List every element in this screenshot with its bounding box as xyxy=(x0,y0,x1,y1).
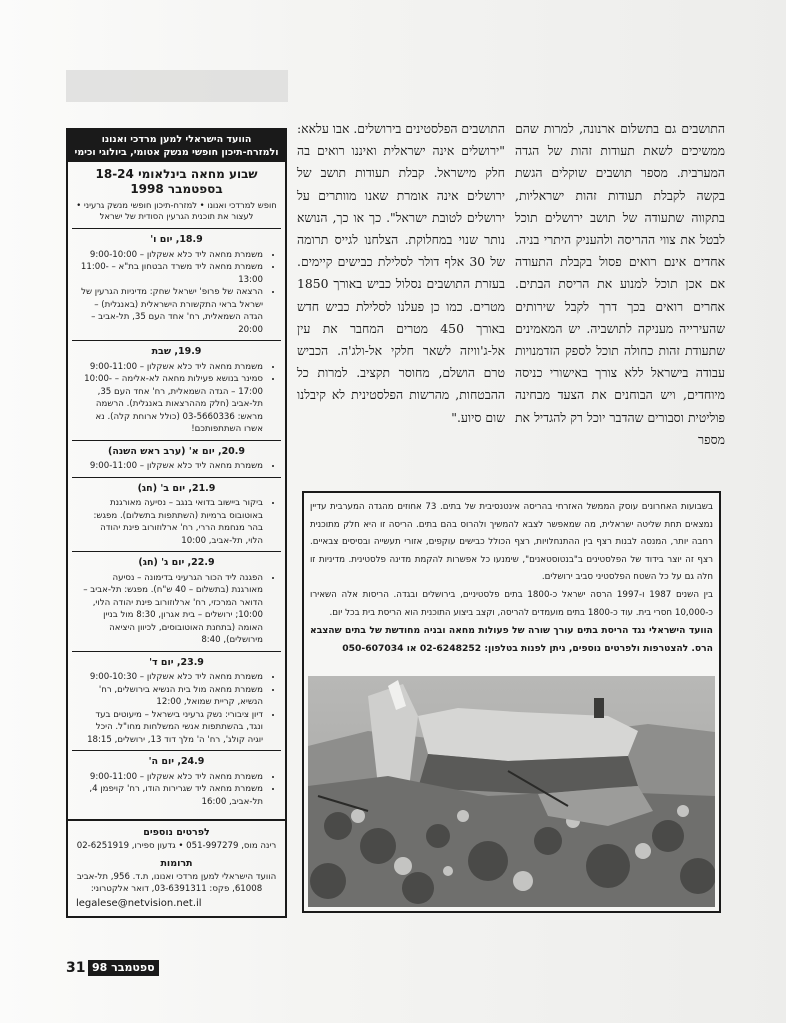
house-demolition-inset xyxy=(302,491,721,913)
schedule-day-items xyxy=(80,497,273,547)
article-column-middle xyxy=(297,118,505,429)
inset-text xyxy=(310,499,713,657)
schedule-item: • משמרת מחאה ליד כלא אשקלון – 9:00-11:00 xyxy=(80,771,263,784)
issue-label: ספטמבר 98 xyxy=(88,960,159,976)
inset-paragraph: בין השנים 1987 ו-1997 הרסה ישראל כ-1800 בתים פלסטיניים, בירושלים ובגדה. הריסות אלה השאירו כ-10,000 חסרי בית. עוד כ-1800 בתים מועמדים להריסה, וקצב ביצוע התוכנית הוא הריסת בית בכל יום. xyxy=(310,589,714,618)
inset-bold-notice: הוועד הישראלי נגד הריסת בתים עורך שורה של פעולות מחאה ובניה מחודשת של בתים שהצבא הרס. להצטרפות ולפרטים נוספים, ניתן לפנות בטלפון: 02-6248252 או 050-607034 xyxy=(310,625,713,654)
protest-week-sidebar xyxy=(66,128,287,918)
contact-email: legalese@netvision.net.il xyxy=(76,897,202,909)
schedule-day-heading: 22.9, יום ג' (חג) xyxy=(138,557,215,568)
schedule-item: • דיון ציבורי: נשק גרעיני בישראל – מיעוטים בעד ונגד, בהשתתפות אנשי המשלחות מחו"ל. היכל יוגיה קולג', רח' ה' מלך דוד 13, ירושלים, 18:15 xyxy=(80,709,263,747)
demolished-house-photo xyxy=(308,676,715,907)
contacts-heading: לפרטים נוספים xyxy=(143,827,210,838)
schedule-day xyxy=(72,440,281,477)
schedule-day-heading: 24.9, יום ה' xyxy=(148,756,205,767)
schedule-day-items xyxy=(80,671,273,746)
schedule-item: • משמרת מחאה ליד כלא אשקלון – 9:00-11:00 xyxy=(80,460,263,473)
schedule-item: • משמרת מחאה ליד כלא אשקלון – 9:00-10:30 xyxy=(80,671,263,684)
donations-heading: תרומות xyxy=(160,858,193,869)
schedule-day-heading: 23.9, יום ד' xyxy=(149,656,204,668)
inset-paragraph: בשבועות האחרונים עוסק הממשל האזרחי בהריסה אינטנסיבית של בתים. 73 אחוזים מהגדה המערבית עדיין נמצאים תחת שליטה ישראלית, מה שמאפשר לצבא להמשיך ולהרוס בהם בתים. הריסה זו היא חלק מתוכנית רחבה יותר, המנסה לבנות רצף בין ההתנחלויות, רצף הכולל כבישים עוקפים, אזורי תעשייה ובסיסים צבאיים. רצף זה יוצר בידוד של הפלסטינים ב"בנטוסטאנים", שימנעו כל אפשרות להקמת מדינה פלסטינית. מדיניות זו חלה גם על כל השטח הפלסטיני סביב ירושלים. xyxy=(310,502,713,583)
schedule-day-items xyxy=(80,771,273,809)
schedule-day-heading: 21.9, יום ב' (חג) xyxy=(137,482,216,494)
schedule-day xyxy=(72,229,281,340)
schedule-item: • הרצאה של פרופ' ישראל שחק: מדיניות הגרעין של ישראל בראי התקשורת הישראלית (באנגלית) – הגדה השמאלית, רח' אחד העם 35, תל-אביב – 20:00 xyxy=(80,286,263,336)
schedule-day xyxy=(72,551,281,651)
schedule-day-items xyxy=(80,361,273,436)
schedule-days xyxy=(68,229,285,812)
sidebar-header: הוועד הישראלי למען מרדכי ואנונו ולמזרח-תיכון חופשי מנשק אטומי, ביולוגי וכימי xyxy=(68,130,285,162)
contacts-line: רינה מוס, 051-997279 • גדעון ספירו, 02-6251919 xyxy=(76,840,277,851)
schedule-item: • הפגנה ליד הכור הגרעיני בדימונה – נסיעה מאורגנת (בתשלום – 40 ש"ח). מפגש: תל-אביב – הדואר המרכזי, רח' ארלוזורוב פינת יהודה הלוי, 10:00; ירושלים – בית אגרון, 8:30 מול בניין האומה (בתחנת האוטובוסים, לכיוון היציאה מירושלים), 8:40 xyxy=(80,572,263,647)
article-text-middle: התושבים הפלסטינים בירושלים. אבו עלאא: "ירושלים אינה ישראלית ואיננו רואים בה חלק מישראל. קבלת תעודות תושב של ירושלים אינה אומרת שאנו מוותרים על ירושלים לטובת ישראל". כך או כך, הנושא נותר שנוי במחלוקת. הצלחנו לגייס תרומה של 30 אלף דולר לסלילת כבישים קיימים. בעזרת התושבים נסלול כביש באורך 1850 מטרים. כמו כן פעלנו לסלילת כביש חדש באורך 450 מטרים המחבר את עין אל-ג'וויזה לשאר חלקי אל-ולג'ה. הכביש טרם הושלם, מחוסר תקציב. למרות כל ההבטחות, מהרשות הפלסטינית לא קיבלנו שום סיוע." xyxy=(297,121,505,425)
sidebar-title: שבוע מחאה בינלאומי 18-24 בספטמבר 1998 xyxy=(95,167,258,196)
schedule-item: • סמינר בנושא פעילות מחאה לא-אלימה – 10:00-17:00 – הגדה השמאלית, רח' אחד העם 35, תל-אביב (חלק מההרצאות באנגלית). הרשמה מראש: 03-5660336 (כולל ארוחת קלה). נא אשרו השתתפותכם! xyxy=(80,373,263,436)
schedule-item: • ביקור ביישוב בדואי בנגב – נסיעה מאורגנת באוטובוס ברמיות (השתתפות בתשלום). מפגש: בהר מנחמת הררי, רח' ארלוזורוב פינת יהודה הלוי, תל-אביב, 10:00 xyxy=(80,497,263,547)
schedule-item: • משמרת מחאה ליד כלא אשקלון – 9:00-11:00 xyxy=(80,361,263,374)
article-column-right xyxy=(515,118,725,451)
schedule-item: • משמרת מחאה ליד כלא אשקלון – 9:00-10:00 xyxy=(80,249,263,262)
schedule-day-heading: 20.9, יום א' (ערב ראש השנה) xyxy=(107,445,246,457)
schedule-item: • משמרת מחאה מול בית הנשיא בירושלים, רח' הנשיא, קריית שמואל, 12:00 xyxy=(80,684,263,709)
contacts-box xyxy=(68,819,285,916)
schedule-day xyxy=(72,750,281,812)
page-footer xyxy=(66,960,206,976)
schedule-day xyxy=(72,477,281,552)
schedule-day-items xyxy=(80,249,273,337)
schedule-item: • משמרת מחאה ליד שגרירות הודו, רח' קויפמן 4, תל-אביב, 16:00 xyxy=(80,783,263,808)
header-gray-bar xyxy=(66,70,288,102)
article-text-right: התושבים גם בתשלום ארנונה, למרות שהם ממשיכים לשאת תעודות זהות של הגדה המערבית. מספר תושבים שוקלים הגשת בקשה לקבלת תעודות זהות ישראליות, בתקווה שתעודה של תושב ירושלים תוכל לבטל את צווי ההריסה ולהעניק היתרי בניה. אחדים אינם רואים פסול בקבלת התעודה אם אכן תוכל למנוע את הריסת הבתים. אחרים רואים בכך דרך לקבל שירותים שהעירייה מעניקה לתושביה. יש המאמינים שתעודת זהות כחולה תוכל לספק הזדמנויות עבודה בישראל ללא צורך באישורי כניסה מיוחדים, ויש הבוחנים את הצעד מבחינה פוליטית וסבורים שהדבר יוכל רק להגדיל את מספר xyxy=(515,121,725,447)
schedule-day-items xyxy=(80,460,273,473)
schedule-day xyxy=(72,651,281,751)
schedule-day xyxy=(72,340,281,440)
schedule-day-items xyxy=(80,572,273,647)
sidebar-subtitle: חופש למרדכי ואנונו • למזרח-תיכון חופשי מנשק גרעיני • לעצור את תוכנית הגרעין הסודית של ישראל xyxy=(76,200,277,221)
donations-text: הוועד הישראלי למען מרדכי ואנונו, ת.ד. 956, תל-אביב 61008, פקס: 03-6391311, דואר אלקטרוני: xyxy=(76,871,277,894)
schedule-day-heading: 19.9, שבת xyxy=(151,346,202,357)
schedule-item: • משמרת מחאה ליד משרד הבטחון בת"א – 11:00-13:00 xyxy=(80,261,263,286)
rubble-photo-image xyxy=(308,676,715,907)
page-number: 31 xyxy=(66,960,86,976)
schedule-day-heading: 18.9, יום ו' xyxy=(150,234,203,245)
